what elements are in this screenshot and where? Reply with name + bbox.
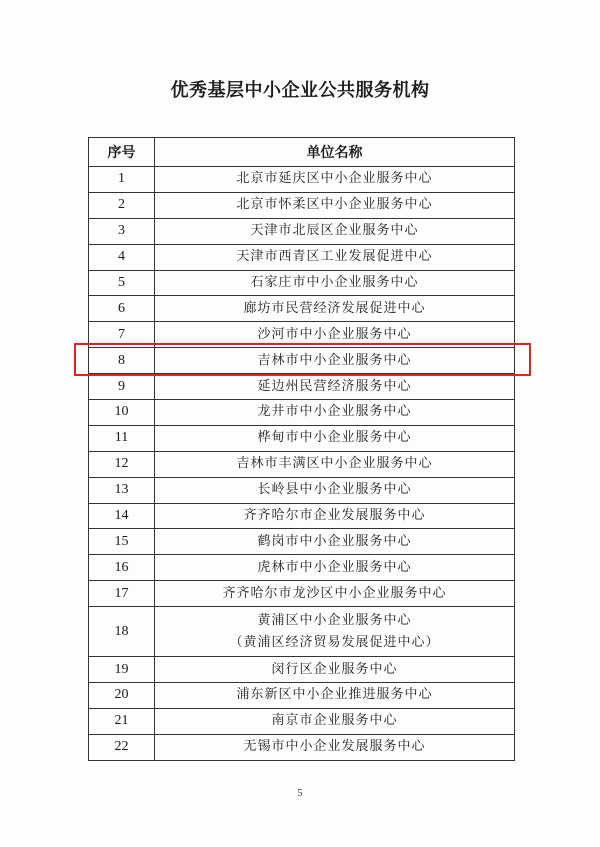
- column-header-name: 单位名称: [155, 138, 515, 167]
- institutions-table: [88, 137, 515, 761]
- unit-name-cell: [155, 218, 515, 244]
- table-row: [89, 607, 515, 657]
- table-row: [89, 296, 515, 322]
- unit-name-cell: [155, 657, 515, 683]
- table-row: [89, 529, 515, 555]
- unit-name-cell: [155, 581, 515, 607]
- unit-name-cell: [155, 708, 515, 734]
- unit-name-cell: [155, 425, 515, 451]
- unit-name-line: 浦东新区中小企业推进服务中心: [236, 687, 433, 703]
- unit-name-line: 天津市西青区工业发展促进中心: [236, 249, 433, 265]
- table-row: [89, 167, 515, 193]
- unit-name-cell: [155, 683, 515, 709]
- row-number-cell: 22: [89, 734, 155, 760]
- row-number-cell: 18: [89, 607, 155, 657]
- table-row: [89, 451, 515, 477]
- unit-name-line: 南京市企业服务中心: [271, 713, 398, 729]
- row-number-cell: 2: [89, 192, 155, 218]
- unit-name-cell: [155, 348, 515, 374]
- row-number-cell: 15: [89, 529, 155, 555]
- row-number-cell: 19: [89, 657, 155, 683]
- unit-name-line: 沙河市中小企业服务中心: [257, 326, 412, 342]
- table-row: [89, 322, 515, 348]
- unit-name-cell: [155, 400, 515, 426]
- unit-name-cell: [155, 322, 515, 348]
- unit-name-cell: [155, 734, 515, 760]
- unit-name-line: 长岭县中小企业服务中心: [257, 482, 412, 498]
- row-number-cell: 17: [89, 581, 155, 607]
- table-row: [89, 400, 515, 426]
- row-number-cell: 11: [89, 425, 155, 451]
- table-row: [89, 348, 515, 374]
- table-row: [89, 503, 515, 529]
- unit-name-cell: [155, 555, 515, 581]
- unit-name-line: 天津市北辰区企业服务中心: [250, 223, 419, 239]
- unit-name-line: 延边州民营经济服务中心: [257, 378, 412, 394]
- unit-name-line: 石家庄市中小企业服务中心: [250, 275, 419, 290]
- unit-name-line: 虎林市中小企业服务中心: [257, 559, 412, 575]
- table-row: [89, 270, 515, 296]
- row-number-cell: 20: [89, 683, 155, 709]
- page-number: 5: [297, 788, 303, 799]
- page-title: 优秀基层中小企业公共服务机构: [170, 80, 430, 101]
- table-row: [89, 192, 515, 218]
- row-number-cell: 3: [89, 218, 155, 244]
- table-row: [89, 734, 515, 760]
- unit-name-cell: [155, 296, 515, 322]
- unit-name-line: 闵行区企业服务中心: [271, 661, 398, 677]
- unit-name-cell: [155, 192, 515, 218]
- table-row: [89, 244, 515, 270]
- unit-name-line: 齐齐哈尔市龙沙区中小企业服务中心: [222, 585, 447, 601]
- unit-name-cell: [155, 451, 515, 477]
- table-row: [89, 477, 515, 503]
- unit-name-line: 鹤岗市中小企业服务中心: [257, 533, 412, 549]
- table-row: [89, 708, 515, 734]
- table-row: [89, 683, 515, 709]
- row-number-cell: 13: [89, 477, 155, 503]
- table-row: [89, 581, 515, 607]
- table-header-row: [89, 138, 515, 167]
- unit-name-line: 吉林市丰满区中小企业服务中心: [236, 456, 433, 472]
- unit-name-line: 桦甸市中小企业服务中心: [257, 430, 412, 446]
- row-number-cell: 10: [89, 400, 155, 426]
- unit-name-line: 吉林市中小企业服务中心: [257, 352, 412, 368]
- column-header-number: 序号: [89, 138, 155, 167]
- table-row: [89, 425, 515, 451]
- unit-name-cell: [155, 374, 515, 400]
- unit-name-line: （黄浦区经济贸易发展促进中心）: [229, 634, 440, 650]
- unit-name-line: 齐齐哈尔市企业发展服务中心: [243, 508, 426, 524]
- unit-name-line: 无锡市中小企业发展服务中心: [243, 739, 426, 755]
- unit-name-cell: [155, 244, 515, 270]
- row-number-cell: 5: [89, 270, 155, 296]
- unit-name-line: 北京市延庆区中小企业服务中心: [236, 171, 433, 187]
- table-row: [89, 657, 515, 683]
- row-number-cell: 21: [89, 708, 155, 734]
- unit-name-line: 龙井市中小企业服务中心: [257, 404, 412, 420]
- row-number-cell: 6: [89, 296, 155, 322]
- table-row: [89, 218, 515, 244]
- row-number-cell: 1: [89, 167, 155, 193]
- unit-name-line: 北京市怀柔区中小企业服务中心: [236, 197, 433, 213]
- row-number-cell: 4: [89, 244, 155, 270]
- unit-name-cell: [155, 167, 515, 193]
- unit-name-cell: [155, 607, 515, 657]
- table-body: [89, 167, 515, 761]
- row-number-cell: 8: [89, 348, 155, 374]
- row-number-cell: 16: [89, 555, 155, 581]
- unit-name-cell: [155, 270, 515, 296]
- unit-name-line: 廊坊市民营经济发展促进中心: [243, 300, 426, 316]
- row-number-cell: 7: [89, 322, 155, 348]
- row-number-cell: 12: [89, 451, 155, 477]
- unit-name-cell: [155, 529, 515, 555]
- row-number-cell: 14: [89, 503, 155, 529]
- table-row: [89, 555, 515, 581]
- unit-name-cell: [155, 503, 515, 529]
- unit-name-cell: [155, 477, 515, 503]
- row-number-cell: 9: [89, 374, 155, 400]
- table-row: [89, 374, 515, 400]
- unit-name-line: 黄浦区中小企业服务中心: [257, 612, 412, 628]
